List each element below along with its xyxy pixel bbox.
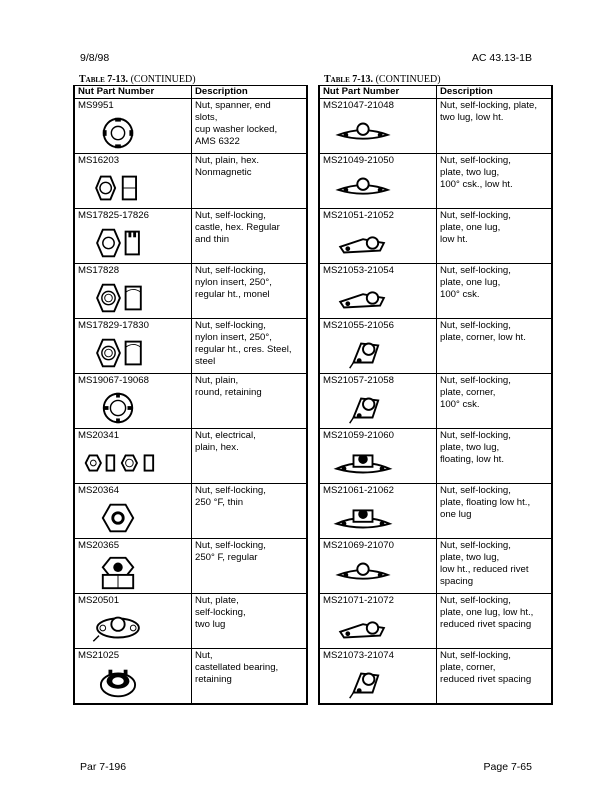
- castle-nut-icon: [78, 224, 158, 262]
- table-row: [74, 429, 307, 484]
- description-line: Nut, electrical,: [195, 430, 256, 441]
- right-table-caption: Table 7-13. (CONTINUED): [324, 74, 441, 85]
- table-row: [74, 154, 307, 209]
- table-row: [74, 209, 307, 264]
- description-line: Nut,: [195, 650, 213, 661]
- description-line: two lug: [195, 619, 226, 630]
- part-number: MS20341: [78, 430, 120, 441]
- description-line: Nut, self-locking,: [440, 540, 511, 551]
- description-cell: [437, 429, 553, 484]
- part-number-cell: [74, 319, 192, 374]
- bearing-nut-icon: [78, 664, 158, 702]
- part-number: MS20364: [78, 485, 120, 496]
- col-header-part-number: Nut Part Number: [319, 86, 437, 99]
- part-number: MS21053-21054: [323, 265, 394, 276]
- part-number-cell: [319, 539, 437, 594]
- description-cell: [192, 154, 308, 209]
- table-row: [319, 649, 552, 705]
- table-row: [74, 99, 307, 154]
- part-number-cell: [74, 99, 192, 154]
- part-number-cell: [74, 649, 192, 705]
- description-cell: [437, 154, 553, 209]
- part-number-cell: [74, 484, 192, 539]
- header-doc-number: AC 43.13-1B: [471, 52, 532, 64]
- part-number: MS21025: [78, 650, 120, 661]
- thin-locknut-icon: [78, 499, 158, 537]
- part-number-cell: [319, 374, 437, 429]
- part-number-cell: [319, 649, 437, 705]
- description-line: 100° csk.: [440, 399, 480, 410]
- nylon-insert-nut-icon: [78, 334, 158, 372]
- part-number: MS20501: [78, 595, 120, 606]
- part-number-cell: [319, 319, 437, 374]
- description-line: steel: [195, 356, 216, 367]
- description-cell: [437, 594, 553, 649]
- description-cell: [437, 264, 553, 319]
- header-date: 9/8/98: [80, 52, 110, 64]
- col-header-description: Description: [192, 86, 308, 99]
- description-line: plate, corner,: [440, 387, 496, 398]
- right-nut-table: [318, 85, 553, 705]
- electrical-nut-icon: [78, 444, 158, 482]
- part-number: MS20365: [78, 540, 120, 551]
- description-cell: [192, 319, 308, 374]
- part-number: MS16203: [78, 155, 120, 166]
- table-row: [319, 374, 552, 429]
- description-line: Nut, self-locking,: [440, 320, 511, 331]
- description-line: Nut, self-locking,: [440, 485, 511, 496]
- description-cell: [437, 99, 553, 154]
- description-line: Nut, self-locking,: [195, 265, 266, 276]
- table-row: [74, 264, 307, 319]
- description-line: spacing: [440, 576, 474, 587]
- description-cell: [192, 209, 308, 264]
- footer-paragraph: Par 7-196: [80, 761, 127, 773]
- description-line: Nut, self-locking,: [440, 595, 511, 606]
- description-line: retaining: [195, 674, 232, 685]
- description-cell: [437, 374, 553, 429]
- table-row: [319, 319, 552, 374]
- description-line: castellated bearing,: [195, 662, 279, 673]
- description-line: Nut, plate,: [195, 595, 239, 606]
- left-nut-table: [73, 85, 308, 705]
- spanner-nut-icon: [78, 114, 158, 152]
- part-number: MS17829-17830: [78, 320, 149, 331]
- left-table-caption: Table 7-13. (CONTINUED): [79, 74, 196, 85]
- description-cell: [437, 209, 553, 264]
- table-row: [319, 99, 552, 154]
- description-line: 250° F, regular: [195, 552, 258, 563]
- description-line: cup washer locked,: [195, 124, 278, 135]
- table-row: [319, 484, 552, 539]
- part-number: MS9951: [78, 100, 114, 111]
- table-row: [319, 594, 552, 649]
- description-line: Nut, self-locking,: [440, 265, 511, 276]
- plate-nut-two-lug-icon: [323, 169, 403, 207]
- part-number-cell: [74, 209, 192, 264]
- description-line: slots,: [195, 112, 218, 123]
- description-line: nylon insert, 250°,: [195, 277, 272, 288]
- description-cell: [192, 264, 308, 319]
- table-row: [74, 319, 307, 374]
- description-line: plate, one lug,: [440, 222, 501, 233]
- part-number: MS21069-21070: [323, 540, 394, 551]
- round-retaining-nut-icon: [78, 389, 158, 427]
- floating-plate-nut-icon: [323, 444, 403, 482]
- description-line: castle, hex. Regular: [195, 222, 280, 233]
- description-line: low ht.: [440, 234, 468, 245]
- table-row: [74, 649, 307, 705]
- description-line: self-locking,: [195, 607, 246, 618]
- part-number: MS21047-21048: [323, 100, 394, 111]
- plate-nut-one-lug-icon: [323, 224, 403, 262]
- hex-nut-icon: [78, 169, 158, 207]
- table-row: [319, 539, 552, 594]
- description-line: plate, two lug,: [440, 167, 500, 178]
- part-number-cell: [74, 154, 192, 209]
- part-number-cell: [319, 209, 437, 264]
- description-line: one lug: [440, 509, 472, 520]
- description-cell: [192, 484, 308, 539]
- description-cell: [437, 649, 553, 705]
- description-line: 100° csk.: [440, 289, 480, 300]
- part-number-cell: [319, 99, 437, 154]
- description-line: plate, two lug,: [440, 552, 500, 563]
- description-line: Nut, self-locking, plate,: [440, 100, 538, 111]
- plate-nut-one-lug-icon: [323, 279, 403, 317]
- part-number: MS21057-21058: [323, 375, 394, 386]
- table-row: [319, 209, 552, 264]
- description-cell: [192, 594, 308, 649]
- part-number-cell: [319, 484, 437, 539]
- part-number: MS21049-21050: [323, 155, 394, 166]
- part-number: MS19067-19068: [78, 375, 149, 386]
- description-line: plain, hex.: [195, 442, 239, 453]
- description-line: Nut, plain, hex.: [195, 155, 259, 166]
- plate-nut-icon: [78, 609, 158, 647]
- table-row: [74, 374, 307, 429]
- description-line: reduced rivet spacing: [440, 674, 532, 685]
- left-table-body: [74, 99, 307, 705]
- description-line: plate, corner, low ht.: [440, 332, 526, 343]
- plate-nut-corner-icon: [323, 664, 403, 702]
- description-line: Nut, self-locking,: [440, 210, 511, 221]
- part-number-cell: [74, 594, 192, 649]
- description-cell: [192, 649, 308, 705]
- part-number-cell: [74, 374, 192, 429]
- description-line: 100° csk., low ht.: [440, 179, 513, 190]
- table-row: [74, 539, 307, 594]
- description-line: Nut, self-locking,: [195, 210, 266, 221]
- part-number: MS21059-21060: [323, 430, 394, 441]
- plate-nut-two-lug-icon: [323, 554, 403, 592]
- col-header-description: Description: [437, 86, 553, 99]
- description-line: Nut, spanner, end: [195, 100, 271, 111]
- part-number: MS21061-21062: [323, 485, 394, 496]
- part-number: MS21051-21052: [323, 210, 394, 221]
- description-line: Nut, plain,: [195, 375, 239, 386]
- description-cell: [437, 319, 553, 374]
- table-row: [74, 484, 307, 539]
- part-number-cell: [74, 264, 192, 319]
- description-line: Nut, self-locking,: [195, 320, 266, 331]
- description-line: 250 °F, thin: [195, 497, 244, 508]
- plate-nut-corner-icon: [323, 334, 403, 372]
- part-number-cell: [319, 429, 437, 484]
- description-line: reduced rivet spacing: [440, 619, 532, 630]
- table-row: [74, 594, 307, 649]
- description-line: plate, corner,: [440, 662, 496, 673]
- description-line: two lug, low ht.: [440, 112, 504, 123]
- description-line: Nut, self-locking,: [440, 375, 511, 386]
- part-number: MS21055-21056: [323, 320, 394, 331]
- col-header-part-number: Nut Part Number: [74, 86, 192, 99]
- part-number: MS21073-21074: [323, 650, 394, 661]
- description-line: Nonmagnetic: [195, 167, 252, 178]
- regular-locknut-icon: [78, 554, 158, 592]
- description-line: round, retaining: [195, 387, 262, 398]
- part-number-cell: [74, 539, 192, 594]
- description-line: Nut, self-locking,: [440, 650, 511, 661]
- right-table-body: [319, 99, 552, 705]
- description-line: AMS 6322: [195, 136, 240, 147]
- part-number-cell: [74, 429, 192, 484]
- part-number-cell: [319, 264, 437, 319]
- description-line: low ht., reduced rivet: [440, 564, 529, 575]
- description-line: Nut, self-locking,: [195, 540, 266, 551]
- part-number-cell: [319, 154, 437, 209]
- description-line: plate, two lug,: [440, 442, 500, 453]
- plate-nut-one-lug-icon: [323, 609, 403, 647]
- table-row: [319, 264, 552, 319]
- description-line: floating, low ht.: [440, 454, 504, 465]
- description-line: regular ht., cres. Steel,: [195, 344, 292, 355]
- table-row: [319, 154, 552, 209]
- description-line: plate, floating low ht.,: [440, 497, 531, 508]
- part-number: MS17825-17826: [78, 210, 149, 221]
- part-number: MS17828: [78, 265, 120, 276]
- floating-plate-nut-icon: [323, 499, 403, 537]
- description-cell: [192, 429, 308, 484]
- footer-page-number: Page 7-65: [483, 761, 532, 773]
- description-line: Nut, self-locking,: [440, 155, 511, 166]
- description-line: plate, one lug,: [440, 277, 501, 288]
- description-cell: [437, 539, 553, 594]
- plate-nut-corner-icon: [323, 389, 403, 427]
- description-cell: [437, 484, 553, 539]
- description-line: Nut, self-locking,: [195, 485, 266, 496]
- part-number-cell: [319, 594, 437, 649]
- description-line: plate, one lug, low ht.,: [440, 607, 534, 618]
- part-number: MS21071-21072: [323, 595, 394, 606]
- nylon-insert-nut-icon: [78, 279, 158, 317]
- description-cell: [192, 374, 308, 429]
- description-cell: [192, 539, 308, 594]
- description-cell: [192, 99, 308, 154]
- plate-nut-two-lug-icon: [323, 114, 403, 152]
- description-line: regular ht., monel: [195, 289, 270, 300]
- description-line: nylon insert, 250°,: [195, 332, 272, 343]
- description-line: and thin: [195, 234, 230, 245]
- table-row: [319, 429, 552, 484]
- description-line: Nut, self-locking,: [440, 430, 511, 441]
